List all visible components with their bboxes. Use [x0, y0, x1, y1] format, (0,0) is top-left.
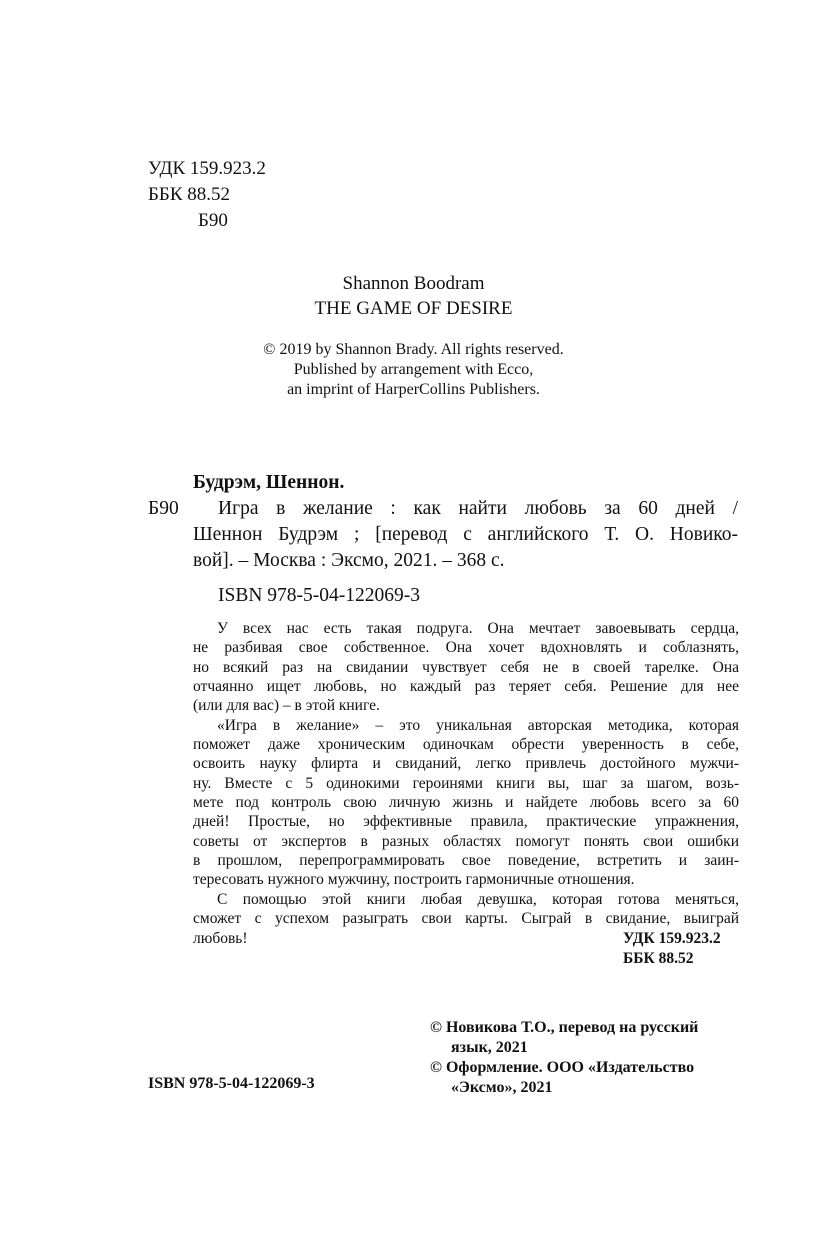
copyright-design: «Эксмо», 2021 — [451, 1079, 553, 1096]
description-line: не разбивая свое собственное. Она хочет вдохновлять и соблазнять, — [193, 639, 739, 657]
catalog-heading: Будрэм, Шеннон. — [193, 472, 345, 493]
original-author: Shannon Boodram — [342, 273, 485, 294]
original-copyright-line: © 2019 by Shannon Brady. All rights reserved. — [263, 341, 564, 358]
description-line: освоить науку флирта и свиданий, легко привлечь достойного мужчи- — [193, 755, 739, 773]
description-line: поможет даже хроническим одиночкам обрести уверенность в себе, — [193, 736, 739, 754]
description-line: мете под контроль свою личную жизнь и найдете любовь всего за 60 — [193, 794, 739, 812]
description-line: советы от экспертов в разных областях помогут понять свои ошибки — [193, 832, 739, 850]
description-line: сможет с успехом разыграть свои карты. Сыграй в свидание, выиграй — [193, 910, 739, 928]
description-line: в прошлом, перепрограммировать свое поведение, встретить и заин- — [193, 852, 739, 870]
udk-code-right: УДК 159.923.2 — [623, 930, 721, 947]
bbk-code: ББК 88.52 — [148, 184, 230, 205]
copyright-design: © Оформление. ООО «Издательство — [430, 1059, 695, 1076]
description-line: тересовать нужного мужчину, построить гармоничные отношения. — [193, 871, 635, 889]
description-line: дней! Простые, но эффективные правила, практические упражнения, — [193, 813, 739, 831]
description-line: любовь! — [193, 929, 248, 947]
catalog-line: Шеннон Будрэм ; [перевод с английского Т. О. Новико- — [193, 524, 738, 545]
bbk-code-right: ББК 88.52 — [623, 950, 694, 967]
original-copyright-line: Published by arrangement with Ecco, — [293, 361, 534, 378]
description-line: но всякий раз на свидании чувствует себя не в своей тарелке. Она — [193, 658, 739, 676]
description-line: С помощью этой книги любая девушка, которая готова меняться, — [217, 890, 739, 908]
description-line: «Игра в желание» – это уникальная авторская методика, которая — [217, 716, 739, 734]
book-description — [193, 619, 739, 948]
description-line: У всех нас есть такая подруга. Она мечтает завоевывать сердца, — [217, 620, 739, 637]
description-line: (или для вас) – в этой книге. — [193, 697, 380, 715]
description-line: отчаянно ищет любовь, но каждый раз теряет себя. Решение для нее — [193, 678, 739, 696]
catalog-line: вой]. – Москва : Эксмо, 2021. – 368 с. — [193, 550, 505, 571]
bottom-isbn: ISBN 978-5-04-122069-3 — [148, 1075, 315, 1092]
catalog-line: Игра в желание : как найти любовь за 60 дней / — [218, 498, 738, 519]
original-copyright-line: an imprint of HarperCollins Publishers. — [287, 381, 540, 398]
catalog-sign: Б90 — [148, 498, 179, 519]
udk-code: УДК 159.923.2 — [148, 158, 266, 179]
catalog-isbn: ISBN 978-5-04-122069-3 — [218, 585, 421, 606]
description-line: ну. Вместе с 5 одинокими героинями книги вы, шаг за шагом, возь- — [193, 774, 739, 792]
original-title: THE GAME OF DESIRE — [314, 298, 513, 319]
copyright-translation: язык, 2021 — [451, 1039, 528, 1056]
copyright-translation: © Новикова Т.О., перевод на русский — [430, 1019, 699, 1036]
author-sign: Б90 — [198, 210, 228, 231]
